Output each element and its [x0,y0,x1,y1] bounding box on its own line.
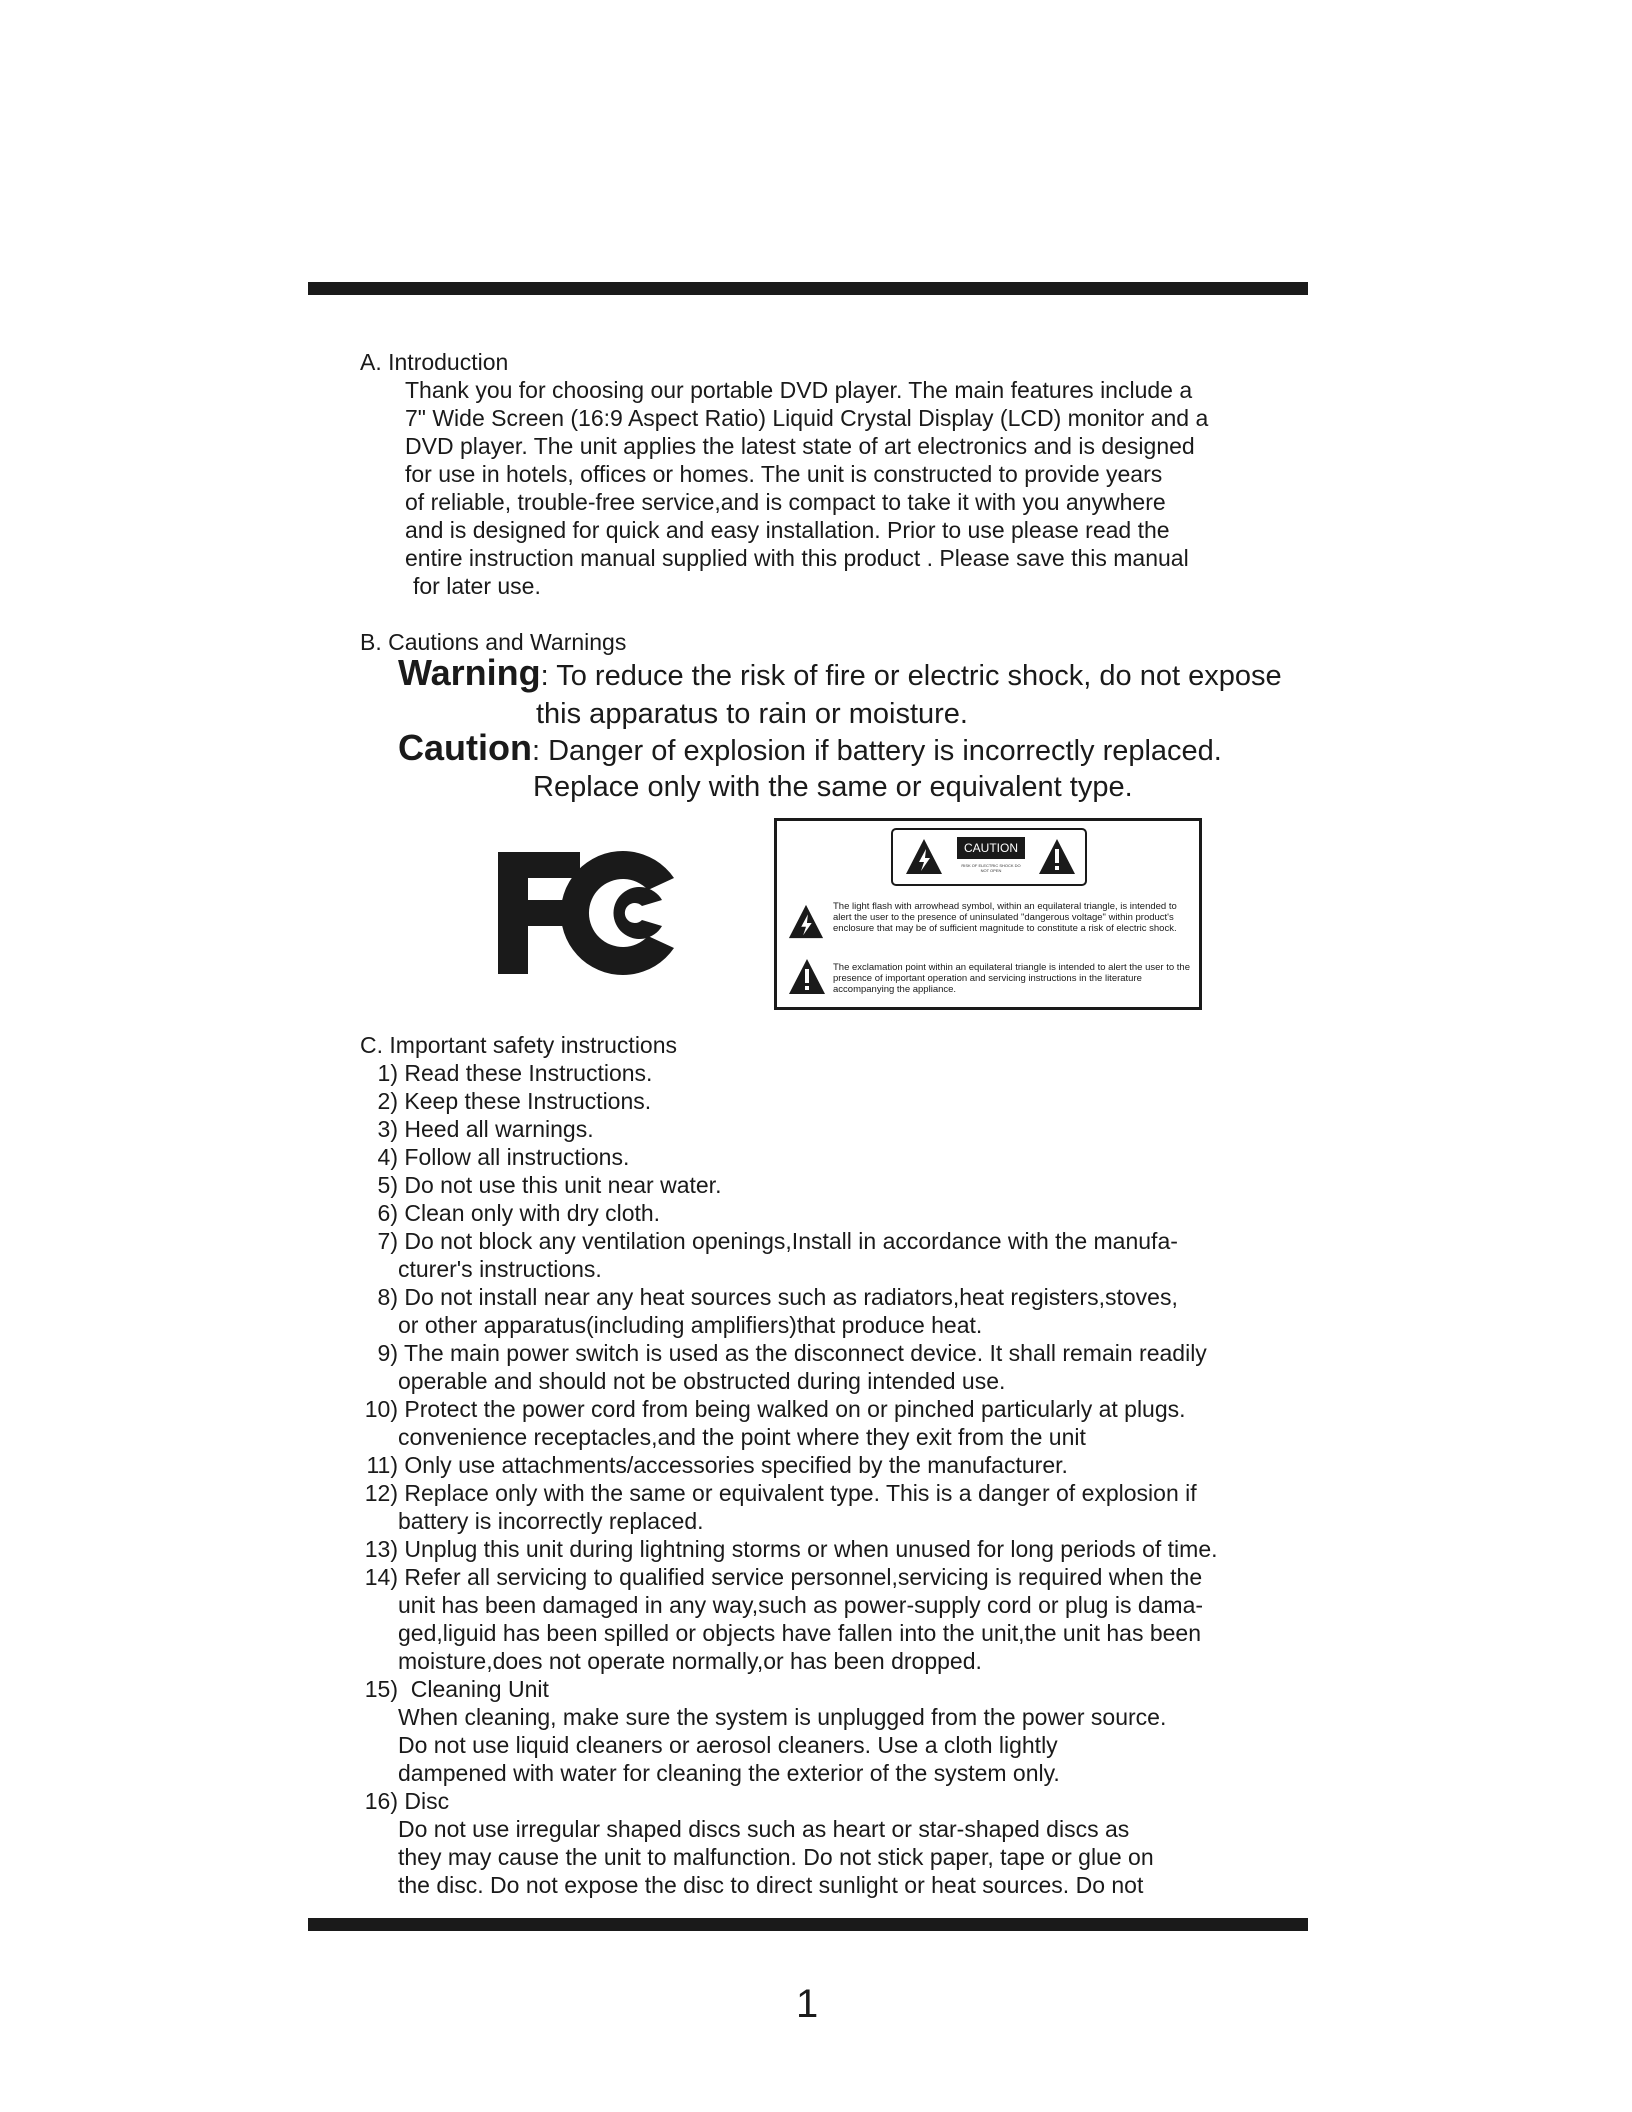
item-number: 1) [377,1060,398,1086]
warning-text-cont: this apparatus to rain or moisture. [536,698,968,730]
item-number: 14) [364,1564,398,1590]
caution-statement [398,727,1222,769]
item-text: Unplug this unit during lightning storms or when unused for long periods of time. [404,1536,1218,1562]
item-text-cont: or other apparatus(including amplifiers)that produce heat. [398,1312,983,1338]
list-item [360,1087,651,1115]
list-item [360,1395,1186,1451]
item-text-cont: Do not use irregular shaped discs such as heart or star-shaped discs as [398,1816,1130,1842]
caution-text: : Danger of explosion if battery is incorrectly replaced. [531,735,1222,767]
intro-line: of reliable, trouble-free service,and is compact to take it with you anywhere [405,489,1166,515]
exclamation-explanation: The exclamation point within an equilateral triangle is intended to alert the user to the presence of important operation and servicing instructions in the literature accompanying the appliance. [833,962,1190,995]
item-number: 3) [377,1116,398,1142]
fcc-logo [494,848,680,978]
lightning-triangle-icon [904,837,944,877]
bottom-rule [308,1918,1308,1931]
item-text: Follow all instructions. [404,1144,630,1170]
list-item [360,1227,1178,1283]
exclamation-triangle-icon [1037,837,1077,877]
top-rule [308,282,1308,295]
item-text: Heed all warnings. [404,1116,594,1142]
list-item [360,1171,721,1199]
item-text: Do not use this unit near water. [404,1172,722,1198]
intro-line: 7" Wide Screen (16:9 Aspect Ratio) Liquid Crystal Display (LCD) monitor and a [405,405,1209,431]
intro-line: for use in hotels, offices or homes. The unit is constructed to provide years [405,461,1163,487]
intro-line: for later use. [413,573,541,599]
intro-line: entire instruction manual supplied with this product . Please save this manual [405,545,1189,571]
item-text-cont: When cleaning, make sure the system is unplugged from the power source. [398,1704,1167,1730]
item-text-cont: the disc. Do not expose the disc to direct sunlight or heat sources. Do not [398,1872,1144,1898]
cautions-heading: B. Cautions and Warnings [360,629,627,655]
item-text: Clean only with dry cloth. [404,1200,661,1226]
caution-symbols-box [774,818,1202,1010]
caution-label: Caution [398,727,532,768]
item-text-cont: battery is incorrectly replaced. [398,1508,704,1534]
caution-tag: CAUTION [957,837,1025,859]
list-item [360,1199,660,1227]
list-item [360,1675,1166,1787]
item-number: 13) [364,1536,398,1562]
item-text-cont: convenience receptacles,and the point where they exit from the unit [398,1424,1086,1450]
page-number: 1 [796,1982,819,2026]
list-item [360,1787,1154,1899]
intro-line: and is designed for quick and easy installation. Prior to use please read the [405,517,1170,543]
item-subheading: Cleaning Unit [410,1676,549,1702]
item-text: Refer all servicing to qualified service personnel,servicing is required when the [404,1564,1203,1590]
item-text-cont: cturer's instructions. [398,1256,602,1282]
lightning-explanation: The light flash with arrowhead symbol, within an equilateral triangle, is intended to alert the user to the presence of uninsulated "dangerous voltage" within product's enclosure that may be of sufficient magnitude to constitute a risk of electric shock. [833,901,1177,934]
item-text: Do not install near any heat sources such as radiators,heat registers,stoves, [404,1284,1178,1310]
item-number: 2) [377,1088,398,1114]
item-text-cont: dampened with water for cleaning the exterior of the system only. [398,1760,1060,1786]
item-number: 6) [377,1200,398,1226]
item-number: 16) [364,1788,398,1814]
warning-statement [398,652,1282,694]
list-item [360,1115,594,1143]
item-number: 11) [366,1452,398,1478]
item-text: The main power switch is used as the disconnect device. It shall remain readily [403,1340,1207,1366]
item-text-cont: moisture,does not operate normally,or has been dropped. [398,1648,982,1674]
intro-line: DVD player. The unit applies the latest state of art electronics and is designed [405,433,1195,459]
list-item [360,1451,1068,1479]
item-number: 8) [377,1284,398,1310]
list-item [360,1563,1203,1675]
item-text: Keep these Instructions. [404,1088,652,1114]
item-subheading: Disc [404,1788,450,1814]
list-item [360,1283,1178,1339]
safety-heading: C. Important safety instructions [360,1032,678,1058]
list-item [360,1143,629,1171]
caution-subtext: RISK OF ELECTRIC SHOCK DO NOT OPEN [961,863,1021,873]
lightning-triangle-icon [787,903,825,941]
list-item [360,1059,652,1087]
item-text-cont: Do not use liquid cleaners or aerosol cleaners. Use a cloth lightly [398,1732,1058,1758]
item-text: Protect the power cord from being walked on or pinched particularly at plugs. [404,1396,1186,1422]
exclamation-triangle-icon [787,956,827,998]
item-number: 4) [377,1144,398,1170]
item-text: Do not block any ventilation openings,Install in accordance with the manufa- [404,1228,1178,1254]
item-number: 10) [364,1396,398,1422]
item-number: 7) [377,1228,398,1254]
intro-heading: A. Introduction [360,349,509,375]
item-number: 15) [364,1676,398,1702]
warning-label: Warning [398,652,541,693]
item-number: 5) [377,1172,398,1198]
intro-paragraph [405,376,1285,600]
warning-text: : To reduce the risk of fire or electric shock, do not expose [540,660,1282,692]
list-item [360,1479,1197,1535]
list-item [360,1339,1207,1395]
item-text-cont: ged,liguid has been spilled or objects have fallen into the unit,the unit has been [398,1620,1202,1646]
item-number: 12) [364,1480,398,1506]
caution-text-cont: Replace only with the same or equivalent type. [533,771,1133,803]
item-number: 9) [377,1340,398,1366]
item-text: Read these Instructions. [404,1060,653,1086]
item-text: Only use attachments/accessories specified by the manufacturer. [404,1452,1068,1478]
list-item [360,1535,1218,1563]
item-text-cont: unit has been damaged in any way,such as power-supply cord or plug is dama- [398,1592,1204,1618]
intro-line: Thank you for choosing our portable DVD player. The main features include a [405,377,1193,403]
caution-label-panel [891,828,1087,886]
item-text-cont: operable and should not be obstructed during intended use. [398,1368,1006,1394]
item-text: Replace only with the same or equivalent type. This is a danger of explosion if [404,1480,1197,1506]
item-text-cont: they may cause the unit to malfunction. Do not stick paper, tape or glue on [398,1844,1154,1870]
